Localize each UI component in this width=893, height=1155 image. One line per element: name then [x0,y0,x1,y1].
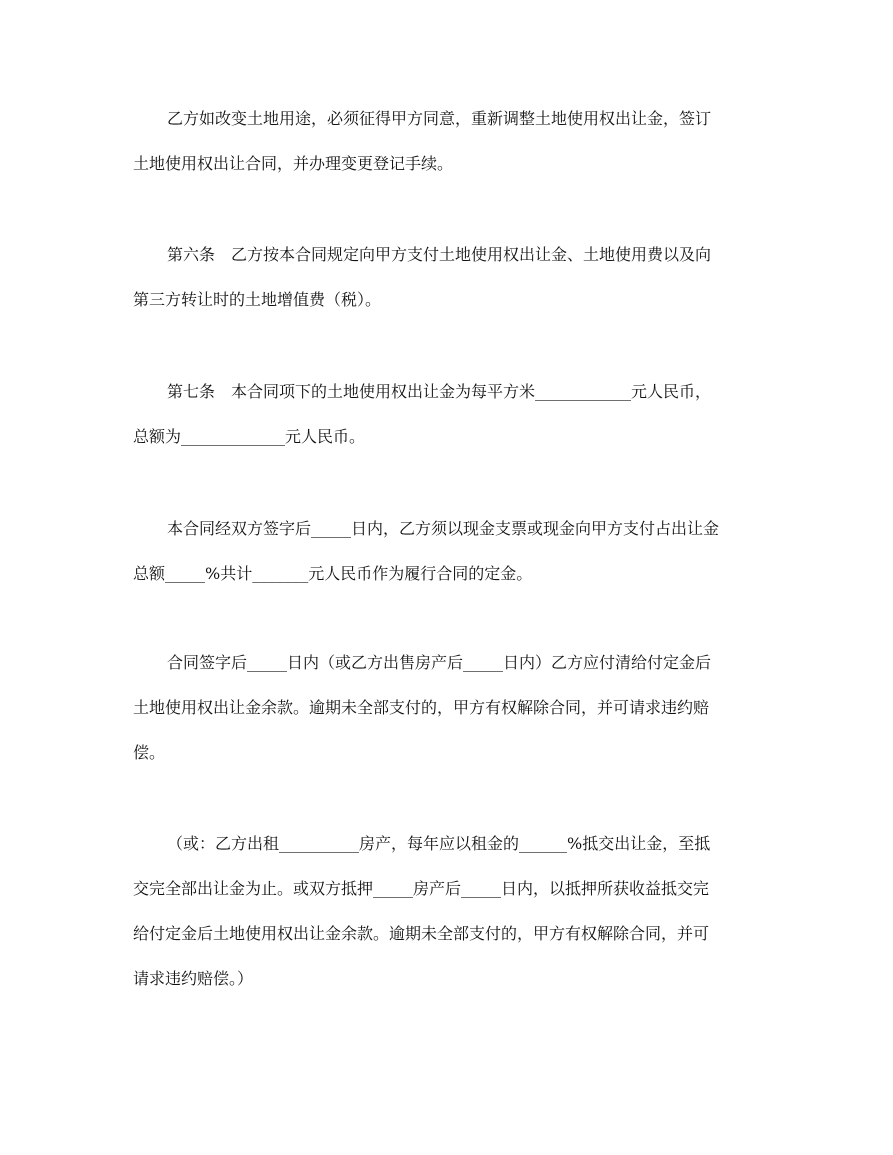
text-line: 第七条 本合同项下的土地使用权出让金为每平方米____________元人民币， [167,382,712,401]
text-line: 第六条 乙方按本合同规定向甲方支付土地使用权出让金、土地使用费以及向 [167,245,712,264]
paragraph-balance-payment [133,640,773,775]
paragraph-article-6 [133,232,773,322]
paragraph-article-7 [133,369,773,459]
text-line: 总额为_____________元人民币。 [133,427,366,446]
text-line: 给付定金后土地使用权出让金余款。逾期未全部支付的，甲方有权解除合同，并可 [133,924,710,943]
text-line: 总额_____%共计_______元人民币作为履行合同的定金。 [133,564,533,583]
text-line: 合同签字后_____日内（或乙方出售房产后_____日内）乙方应付清给付定金后 [167,653,712,672]
paragraph-land-use-change [133,96,773,186]
paragraph-deposit [133,506,773,596]
text-line: 偿。 [133,743,166,762]
text-line: （或：乙方出租__________房产，每年应以租金的______%抵交出让金，至抵 [167,834,711,853]
text-line: 本合同经双方签字后_____日内，乙方须以现金支票或现金向甲方支付占出让金 [167,519,720,538]
text-line: 请求违约赔偿。） [133,969,254,988]
text-line: 第三方转让时的土地增值费（税）。 [133,290,382,309]
text-line: 交完全部出让金为止。或双方抵押_____房产后_____日内，以抵押所获收益抵交完 [133,879,710,898]
text-line: 土地使用权出让合同，并办理变更登记手续。 [133,154,454,173]
paragraph-alternative-payment [133,821,773,1001]
text-line: 乙方如改变土地用途，必须征得甲方同意，重新调整土地使用权出让金，签订 [167,109,712,128]
text-line: 土地使用权出让金余款。逾期未全部支付的，甲方有权解除合同，并可请求违约赔 [133,698,710,717]
